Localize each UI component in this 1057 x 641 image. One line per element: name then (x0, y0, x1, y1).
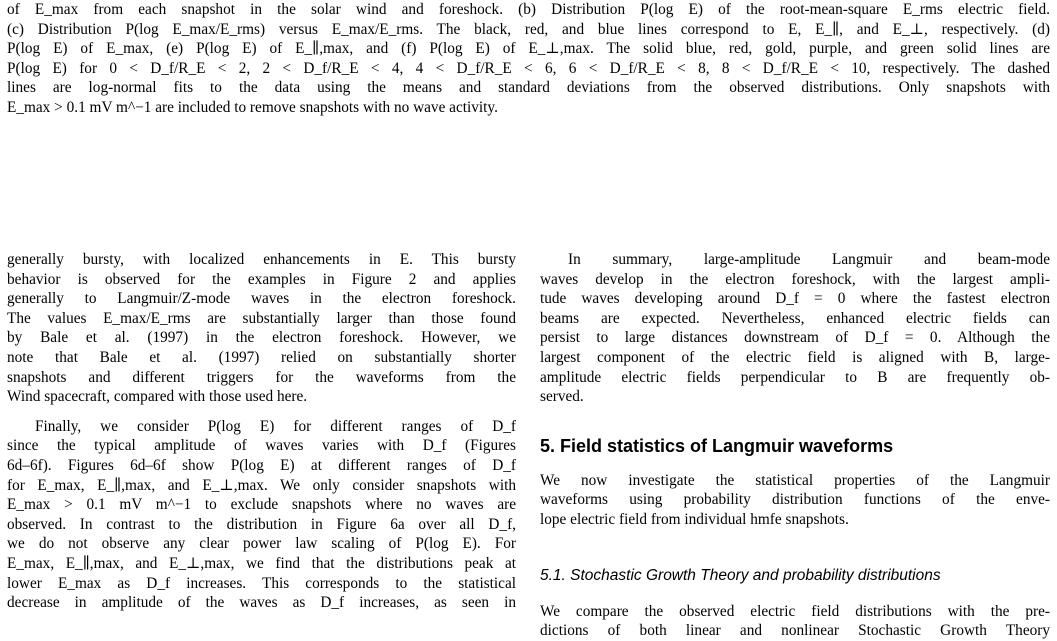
text-line: of E_max from each snapshot in the solar wind and foreshock. (b) Distribution P(log E) of the root-mean-square E_rms electric field. (7, 1, 1050, 18)
text-line: 6d–6f). Figures 6d–6f show P(log E) at different ranges of D_f (7, 456, 516, 474)
text-line: waveforms using probability distribution functions of the enve- (540, 491, 1050, 509)
text-line: lower E_max as D_f increases. This corresponds to the statistical (7, 574, 516, 592)
text-line: E_max, E_∥,max, and E_⊥,max, we find that the distributions peak at (7, 554, 516, 572)
text-line: E_max > 0.1 mV m^−1 to exclude snapshots where no waves are (7, 496, 516, 514)
paragraph-stochastic-growth (540, 602, 1050, 641)
text-line: note that Bale et al. (1997) relied on substantially shorter (7, 348, 516, 366)
text-line: persist to large distances downstream of D_f = 0. Although the (540, 329, 1050, 347)
subsection-heading: 5.1. Stochastic Growth Theory and probability distributions (540, 566, 941, 584)
text-line: The values E_max/E_rms are substantially larger than those found (7, 309, 516, 327)
text-line: behavior is observed for the examples in Figure 2 and applies (7, 270, 516, 288)
text-line: P(log E) for 0 < D_f/R_E < 2, 2 < D_f/R_E < 4, 4 < D_f/R_E < 6, 6 < D_f/R_E < 8, 8 < D_f/R_E < 10, respectively. The dashed (7, 59, 1050, 77)
text-line: amplitude electric fields perpendicular to B are frequently ob- (540, 368, 1050, 386)
text-line: we do not observe any clear power law scaling of P(log E). For (7, 535, 516, 553)
text-line: largest component of the electric field is aligned with B, large- (540, 348, 1050, 366)
text-line: by Bale et al. (1997) in the electron foreshock. However, we (7, 329, 516, 347)
text-line: In summary, large-amplitude Langmuir and beam-mode (568, 251, 1050, 268)
paragraph-df-ranges (7, 417, 516, 613)
right-column (540, 250, 1050, 641)
text-line: for E_max, E_∥,max, and E_⊥,max. We only consider snapshots with (7, 476, 516, 494)
text-line: (c) Distribution P(log E_max/E_rms) versus E_max/E_rms. The black, red, and blue lines correspond to E, E_∥, and E_⊥, respectively. (d) (7, 20, 1050, 38)
text-line: snapshots and different triggers for the waveforms from the (7, 368, 516, 386)
text-line: lines are log-normal fits to the data using the means and standard deviations from the observed distributions. Only snapshots with (7, 79, 1050, 97)
text-line: We now investigate the statistical properties of the Langmuir (540, 471, 1050, 489)
text-line: generally bursty, with localized enhancements in E. This bursty (7, 251, 516, 268)
paragraph-summary (540, 250, 1050, 407)
text-line: Finally, we consider P(log E) for different ranges of D_f (35, 417, 516, 435)
left-column (7, 250, 516, 613)
section-heading: 5. Field statistics of Langmuir waveforms (540, 435, 894, 456)
text-line: lope electric field from individual hmfe snapshots. (540, 510, 849, 528)
text-line: beams are expected. Nevertheless, enhanced electric fields can (540, 309, 1050, 327)
paragraph-bursty-behavior (7, 250, 516, 407)
text-line: E_max > 0.1 mV m^−1 are included to remove snapshots with no wave activity. (7, 98, 498, 116)
text-line: waves develop in the electron foreshock, with the largest ampli- (540, 270, 1050, 288)
paragraph-section-intro (540, 471, 1050, 530)
text-line: generally to Langmuir/Z-mode waves in the electron foreshock. (7, 290, 516, 308)
text-line: P(log E) of E_max, (e) P(log E) of E_∥,max, and (f) P(log E) of E_⊥,max. The solid blue, red, gold, purple, and green solid lines are (7, 40, 1050, 58)
text-line: since the typical amplitude of waves varies with D_f (Figures (7, 437, 516, 455)
text-line: decrease in amplitude of the waves as D_f increases, as seen in (7, 594, 516, 612)
text-line: dictions of both linear and nonlinear Stochastic Growth Theory (540, 622, 1050, 640)
figure-caption (7, 0, 1050, 118)
text-line: served. (540, 388, 584, 406)
text-line: Wind spacecraft, compared with those used here. (7, 388, 308, 406)
text-line: tude waves developing around D_f = 0 where the fastest electron (540, 290, 1050, 308)
text-line: observed. In contrast to the distribution in Figure 6a over all D_f, (7, 515, 516, 533)
text-line: We compare the observed electric field distributions with the pre- (540, 602, 1050, 620)
